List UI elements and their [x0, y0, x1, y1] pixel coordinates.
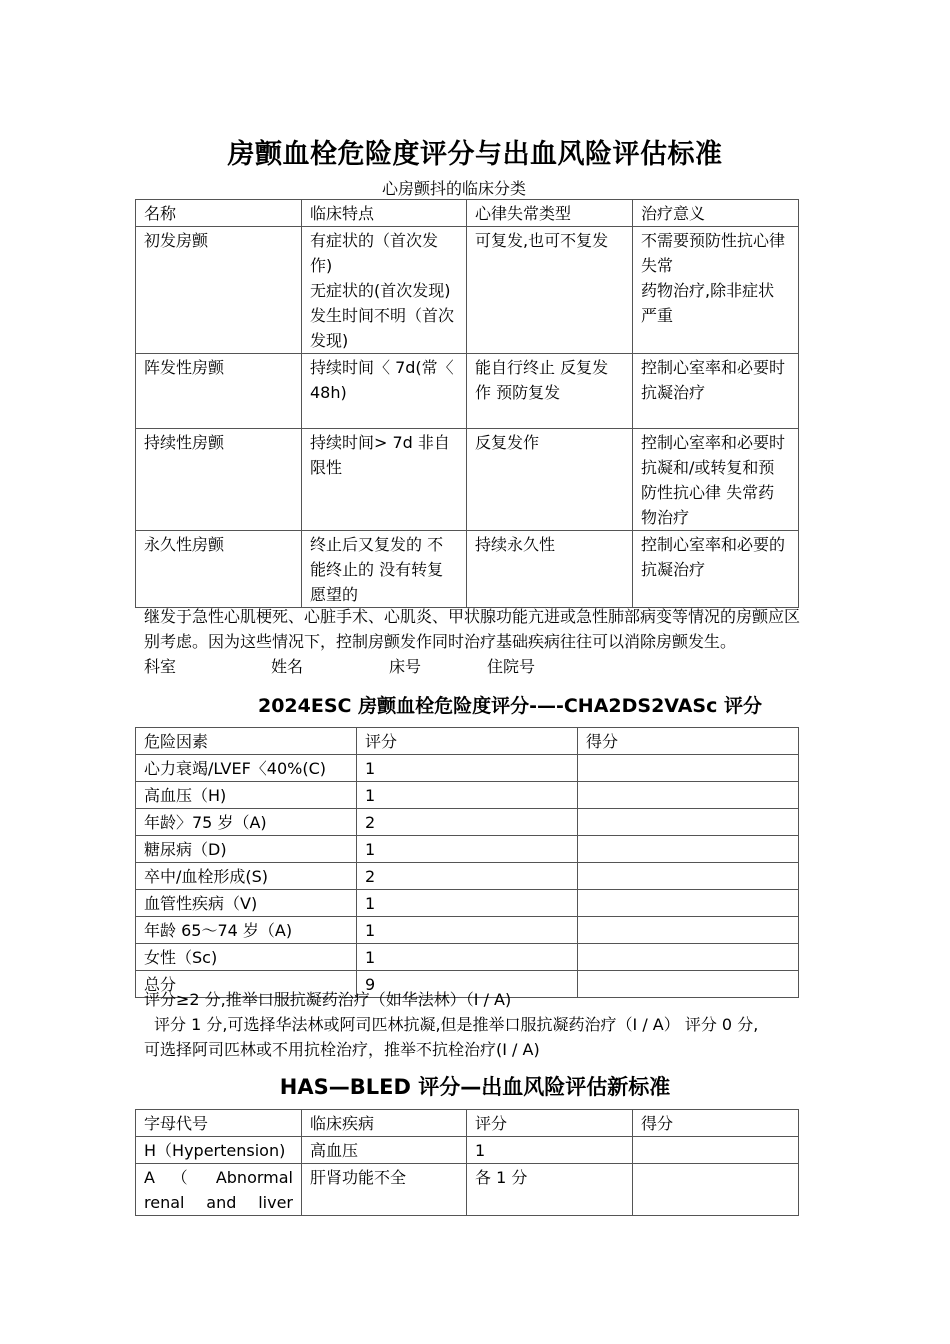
- table-row: [136, 429, 799, 531]
- risk-factor: 血管性疾病（V): [136, 890, 357, 917]
- header-cell: 评分: [357, 728, 578, 755]
- header-cell: 临床特点: [302, 200, 467, 227]
- treatment-line: 不需要预防性抗心律失常: [641, 231, 786, 275]
- field-admission-no: 住院号: [487, 657, 536, 676]
- risk-score: 1: [357, 755, 578, 782]
- total-score: 9: [357, 971, 578, 998]
- arrhythmia-type: 反复发作: [467, 429, 633, 531]
- table-row: [136, 354, 799, 429]
- table-row: [136, 531, 799, 608]
- risk-factor: 心力衰竭/LVEF〈40%(C): [136, 755, 357, 782]
- table-row: [136, 944, 799, 971]
- header-cell: 评分: [467, 1110, 633, 1137]
- treatment-meaning: [633, 227, 799, 354]
- table-row: [136, 863, 799, 890]
- table-row: [136, 1164, 799, 1216]
- af-features: [302, 227, 467, 354]
- table-row: [136, 782, 799, 809]
- patient-score-cell[interactable]: [578, 890, 799, 917]
- patient-score-cell[interactable]: [578, 917, 799, 944]
- recommendation-note: 评分 1 分,可选择华法林或阿司匹林抗凝,但是推举口服抗凝药治疗（I / A） 评分 0 分,: [154, 1015, 759, 1034]
- risk-factor: 年龄〉75 岁（A): [136, 809, 357, 836]
- patient-score-cell[interactable]: [578, 809, 799, 836]
- header-cell: 临床疾病: [302, 1110, 467, 1137]
- header-cell: 字母代号: [136, 1110, 302, 1137]
- feature-line: 有症状的（首次发作): [310, 231, 439, 275]
- bleeding-score: 1: [467, 1137, 633, 1164]
- header-cell: 心律失常类型: [467, 200, 633, 227]
- table-row: [136, 836, 799, 863]
- page-title: 房颤血栓危险度评分与出血风险评估标准: [227, 139, 723, 170]
- risk-score: 1: [357, 836, 578, 863]
- letter-code: H（Hypertension): [136, 1137, 302, 1164]
- secondary-af-note: 继发于急性心肌梗死、心脏手术、心肌炎、甲状腺功能亢进或急性肺部病变等情况的房颤应区别考虑。因为这些情况下，控制房颤发作同时治疗基础疾病往往可以消除房颤发生。: [144, 607, 801, 651]
- hasbled-heading: HAS—BLED 评分—出血风险评估新标准: [279, 1075, 671, 1099]
- field-department: 科室: [144, 657, 177, 676]
- patient-score-cell[interactable]: [578, 755, 799, 782]
- table-row: [136, 890, 799, 917]
- treatment-line: 药物治疗,除非症状严重: [641, 281, 775, 325]
- risk-factor: 糖尿病（D): [136, 836, 357, 863]
- classification-caption: 心房颤抖的临床分类: [381, 179, 526, 198]
- risk-score: 2: [357, 863, 578, 890]
- total-label: 总分: [136, 971, 357, 998]
- risk-factor: 高血压（H): [136, 782, 357, 809]
- patient-score-cell[interactable]: [578, 863, 799, 890]
- table-header-row: [136, 1110, 799, 1137]
- header-cell: 治疗意义: [633, 200, 799, 227]
- letter-code: A （ Abnormal renal and liver: [136, 1164, 302, 1216]
- risk-score: 2: [357, 809, 578, 836]
- risk-factor: 女性（Sc): [136, 944, 357, 971]
- af-type-name: 持续性房颤: [136, 429, 302, 531]
- table-header-row: [136, 200, 799, 227]
- bleeding-score: 各 1 分: [467, 1164, 633, 1216]
- header-cell: 得分: [633, 1110, 799, 1137]
- treatment-meaning: 控制心室率和必要时抗凝治疗: [633, 354, 799, 429]
- table-row: [136, 1137, 799, 1164]
- table-row: [136, 227, 799, 354]
- arrhythmia-type: 能自行终止 反复发作 预防复发: [467, 354, 633, 429]
- af-type-name: 永久性房颤: [136, 531, 302, 608]
- cha2ds2vasc-heading: 2024ESC 房颤血栓危险度评分-—-CHA2DS2VASc 评分: [257, 695, 762, 717]
- feature-line: 无症状的(首次发现): [310, 281, 451, 300]
- risk-score: 1: [357, 917, 578, 944]
- risk-score: 1: [357, 890, 578, 917]
- treatment-meaning: 控制心室率和必要的抗凝治疗: [633, 531, 799, 608]
- classification-table: [135, 199, 799, 608]
- header-cell: 名称: [136, 200, 302, 227]
- treatment-meaning: 控制心室率和必要时抗凝和/或转复和预防性抗心律 失常药物治疗: [633, 429, 799, 531]
- cha2ds2vasc-table: [135, 727, 799, 998]
- feature-line: 发生时间不明（首次发现): [310, 306, 455, 350]
- patient-score-cell[interactable]: [578, 782, 799, 809]
- risk-score: 1: [357, 782, 578, 809]
- af-type-name: 阵发性房颤: [136, 354, 302, 429]
- arrhythmia-type: 持续永久性: [467, 531, 633, 608]
- recommendation-note: 可选择阿司匹林或不用抗栓治疗，推举不抗栓治疗(I / A): [144, 1040, 540, 1059]
- table-row: [136, 917, 799, 944]
- field-bed: 床号: [389, 657, 422, 676]
- clinical-condition: 高血压: [302, 1137, 467, 1164]
- recommendation-note: 评分≥2 分,推举口服抗凝药治疗（如华法林）（I / A): [144, 990, 512, 1009]
- patient-score-cell[interactable]: [633, 1164, 799, 1216]
- hasbled-table: [135, 1109, 799, 1216]
- patient-score-cell[interactable]: [633, 1137, 799, 1164]
- table-row: [136, 809, 799, 836]
- patient-score-cell[interactable]: [578, 836, 799, 863]
- risk-factor: 卒中/血栓形成(S): [136, 863, 357, 890]
- risk-factor: 年龄 65～74 岁（A): [136, 917, 357, 944]
- risk-score: 1: [357, 944, 578, 971]
- af-type-name: 初发房颤: [136, 227, 302, 354]
- af-features: 持续时间> 7d 非自限性: [302, 429, 467, 531]
- patient-score-cell[interactable]: [578, 944, 799, 971]
- field-name: 姓名: [271, 657, 304, 676]
- af-features: 终止后又复发的 不能终止的 没有转复愿望的: [302, 531, 467, 608]
- table-header-row: [136, 728, 799, 755]
- arrhythmia-type: 可复发,也可不复发: [467, 227, 633, 354]
- af-features: 持续时间〈 7d(常〈 48h): [302, 354, 467, 429]
- header-cell: 得分: [578, 728, 799, 755]
- header-cell: 危险因素: [136, 728, 357, 755]
- table-row: [136, 755, 799, 782]
- clinical-condition: 肝肾功能不全: [302, 1164, 467, 1216]
